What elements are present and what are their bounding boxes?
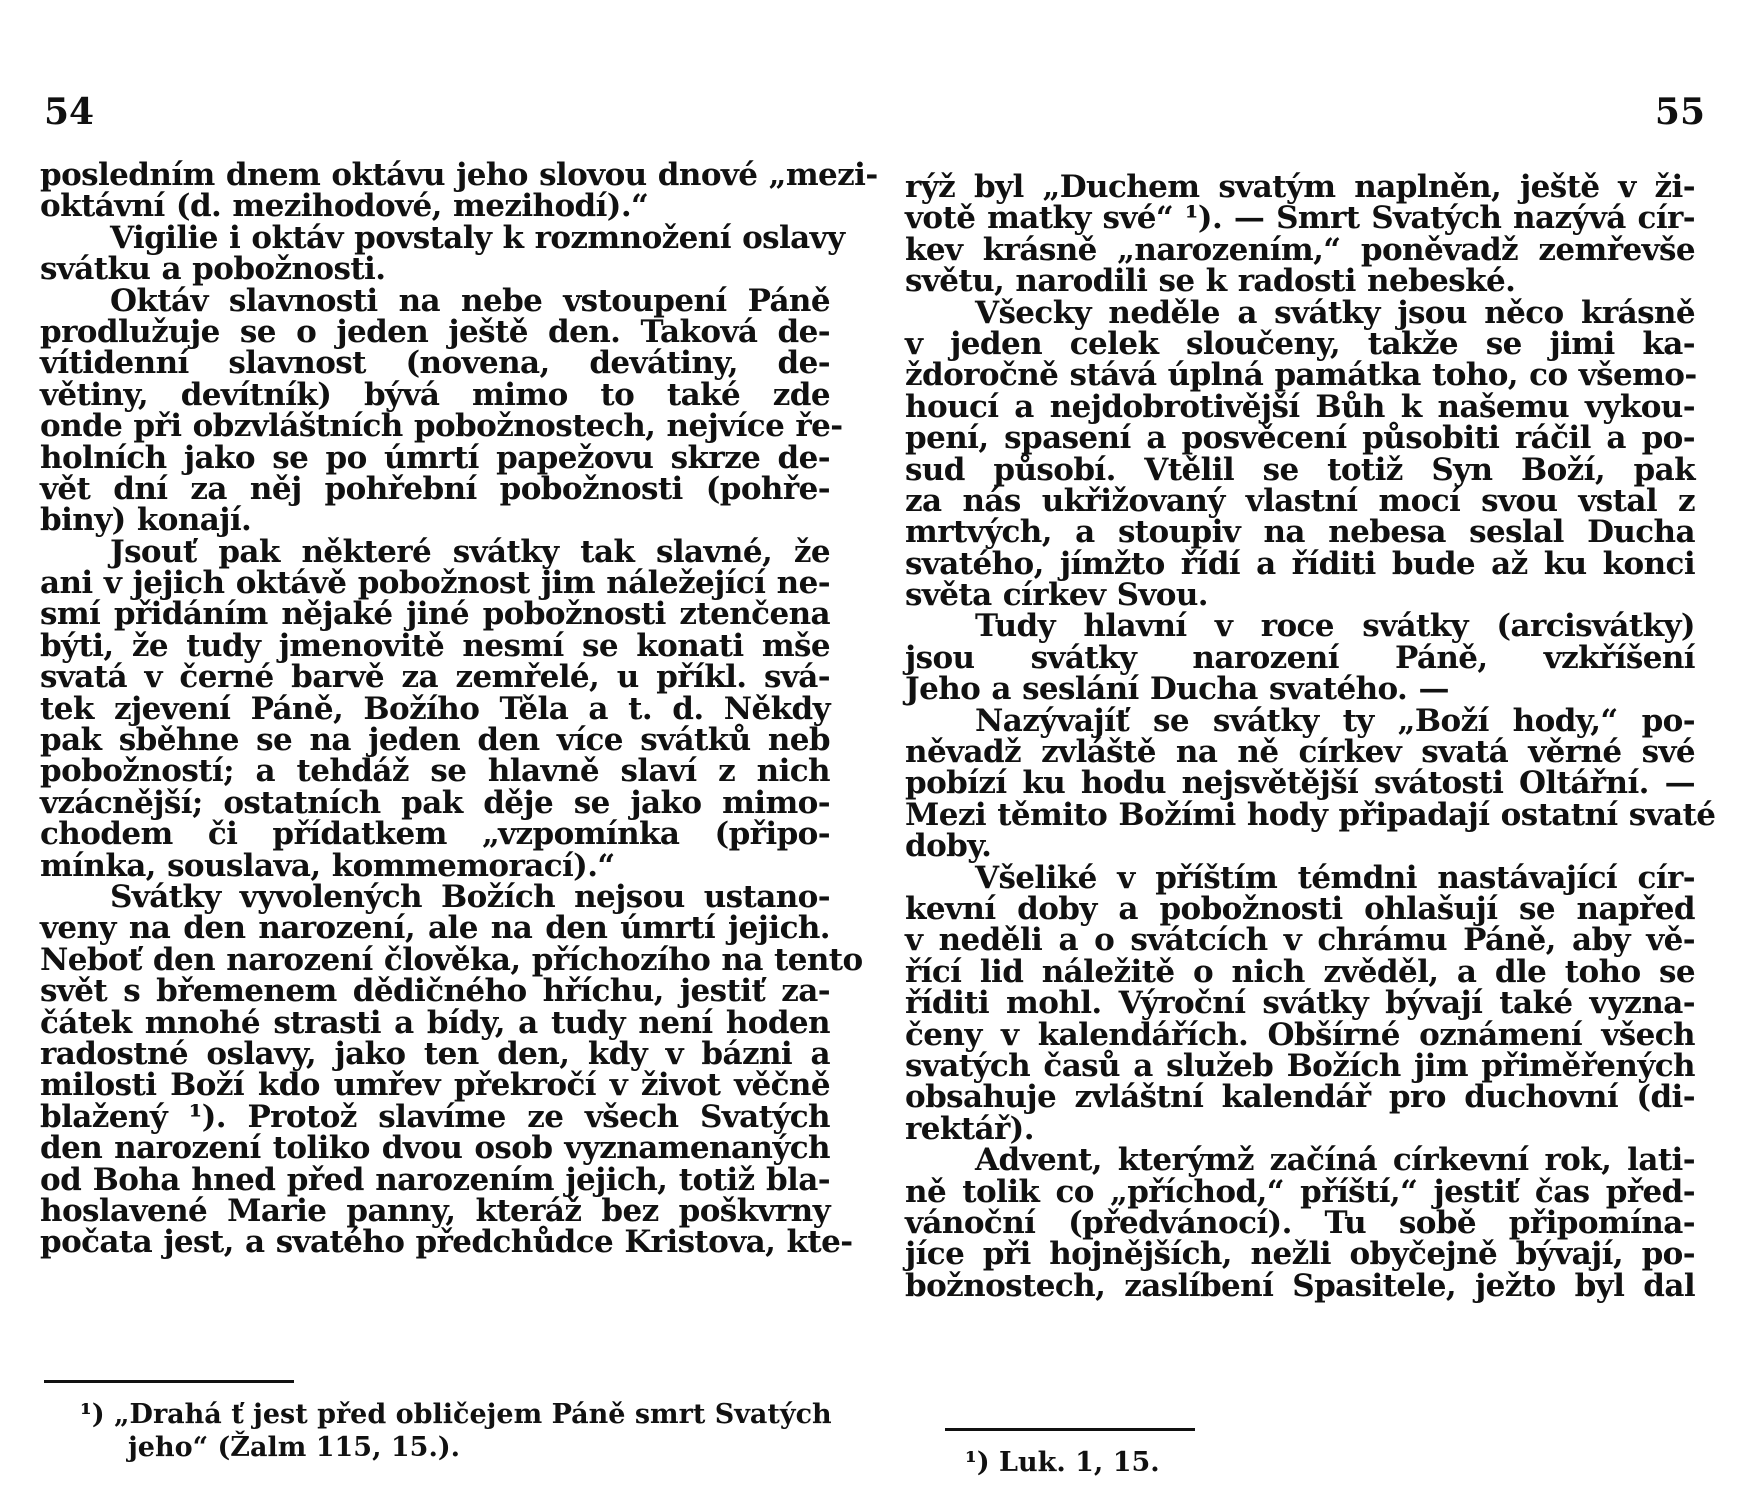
text-line: den narození toliko dvou osob vyznamenaných: [40, 1130, 830, 1167]
text-line: vět dní za něj pohřební pobožnosti (pohře-: [40, 470, 830, 507]
text-line: pobožností; a tehdáž se hlavně slaví z nich: [40, 753, 830, 790]
text-line: v neděli a o svátcích v chrámu Páně, aby vě-: [905, 922, 1695, 959]
text-line: veny na den narození, ale na den úmrtí jejich.: [40, 910, 830, 947]
text-line: řící lid náležitě o nich zvěděl, a dle toho se: [905, 953, 1695, 990]
right-page-footnotes: [965, 1446, 1705, 1479]
text-line: prodlužuje se o jeden ještě den. Taková de-: [40, 313, 830, 350]
text-line: světa církev Svou.: [905, 577, 1208, 614]
text-line: svatého, jímžto řídí a říditi bude až ku konci: [905, 545, 1695, 582]
text-line: Tudy hlavní v roce svátky (arcisvátky): [975, 608, 1695, 645]
text-line: Jsouť pak některé svátky tak slavné, že: [110, 533, 830, 570]
text-line: světu, narodili se k radosti nebeské.: [905, 263, 1516, 300]
text-line: kev krásně „narozením,“ poněvadž zemřevše: [905, 231, 1695, 268]
text-line: Vigilie i oktáv povstaly k rozmnožení oslavy: [110, 219, 845, 256]
text-line: počata jest, a svatého předchůdce Kristova, kte-: [40, 1224, 853, 1261]
text-line: biny) konají.: [40, 502, 252, 539]
text-line: holních jako se po úmrtí papežovu skrze de-: [40, 439, 830, 476]
text-line: jíce při hojnějších, nežli obyčejně bývají, po-: [905, 1236, 1695, 1273]
text-line: Neboť den narození člověka, příchozího na tento: [40, 941, 863, 978]
text-line: svátku a pobožnosti.: [40, 251, 386, 288]
text-line: za nás ukřižovaný vlastní mocí svou vstal z: [905, 482, 1695, 519]
text-line: Svátky vyvolených Božích nejsou ustano-: [110, 878, 830, 915]
text-line: vzácnější; ostatních pak děje se jako mimo-: [40, 784, 830, 821]
left-page-footnotes: [80, 1398, 832, 1464]
text-line: rektář).: [905, 1110, 1034, 1147]
text-line: něvadž zvláště na ně církev svatá věrné své: [905, 734, 1695, 771]
text-line: posledním dnem oktávu jeho slovou dnové „mezi-: [40, 157, 878, 193]
text-line: svatá v černé barvě za zemřelé, u příkl. svá-: [40, 659, 830, 696]
text-line: kevní doby a pobožnosti ohlašují se napřed: [905, 890, 1695, 927]
text-line: Oktáv slavnosti na nebe vstoupení Páně: [110, 282, 830, 319]
text-line: chodem či přídatkem „vzpomínka (připo-: [40, 816, 830, 853]
text-line: čeny v kalendářích. Obšírné oznámení všech: [905, 1016, 1695, 1053]
footnote-line: ¹) Luk. 1, 15.: [965, 1447, 1160, 1478]
text-line: svět s břemenem dědičného hříchu, jestiť za-: [40, 973, 830, 1010]
footnote-line: ¹) „Drahá ť jest před obličejem Páně smrt Svatých: [80, 1399, 832, 1430]
text-line: ně tolik co „příchod,“ příští,“ jestiť čas před-: [905, 1173, 1695, 1210]
text-line: od Boha hned před narozením jejich, totiž bla-: [40, 1161, 830, 1198]
text-line: blažený ¹). Protož slavíme ze všech Svatých: [40, 1098, 830, 1135]
text-line: pení, spasení a posvěcení působiti ráčil a po-: [905, 420, 1695, 457]
text-line: votě matky své“ ¹). — Smrt Svatých nazývá cír-: [905, 200, 1695, 237]
text-line: smí přidáním nějaké jiné pobožnosti ztenčena: [40, 596, 830, 633]
text-line: pak sběhne se na jeden den více svátků neb: [40, 722, 830, 759]
left-page: [40, 0, 878, 1500]
text-line: ždoročně stává úplná památka toho, co všemo-: [905, 357, 1697, 394]
text-line: Advent, kterýmž začíná církevní rok, lati-: [975, 1142, 1695, 1179]
text-line: radostné oslavy, jako ten den, kdy v bázni a: [40, 1035, 830, 1072]
footnote-line: jeho“ (Žalm 115, 15.).: [128, 1432, 461, 1463]
footnote-rule-left: [44, 1380, 294, 1383]
text-line: čátek mnohé strasti a bídy, a tudy není hoden: [40, 1004, 830, 1041]
text-line: doby.: [905, 828, 992, 865]
right-page: [905, 0, 1716, 1500]
text-line: býti, že tudy jmenovitě nesmí se konati mše: [40, 627, 830, 664]
text-line: obsahuje zvláštní kalendář pro duchovní (di-: [905, 1079, 1695, 1116]
text-line: vítidenní slavnost (novena, devátiny, de-: [40, 345, 830, 382]
page-number-left: 54: [44, 91, 95, 133]
text-line: rýž byl „Duchem svatým naplněn, ještě v ži-: [905, 169, 1695, 205]
text-line: jsou svátky narození Páně, vzkříšení: [905, 639, 1695, 676]
text-line: tek zjevení Páně, Božího Těla a t. d. Někdy: [40, 690, 830, 727]
text-line: svatých časů a služeb Božích jim přiměřených: [905, 1047, 1695, 1084]
text-line: Všecky neděle a svátky jsou něco krásně: [975, 294, 1695, 331]
text-line: pobízí ku hodu nejsvětější svátosti Oltářní. —: [905, 765, 1695, 802]
text-line: větiny, devítník) bývá mimo to také zde: [40, 376, 830, 413]
text-line: onde při obzvláštních pobožnostech, nejvíce ře-: [40, 408, 843, 445]
text-line: mrtvých, a stoupiv na nebesa seslal Ducha: [905, 514, 1695, 551]
page-number-right: 55: [1654, 91, 1705, 133]
text-line: v jeden celek sloučeny, takže se jimi ka-: [905, 325, 1695, 362]
right-page-body: [905, 169, 1716, 1304]
text-line: Jeho a seslání Ducha svatého. —: [905, 671, 1449, 708]
text-line: Nazývajíť se svátky ty „Boží hody,“ po-: [975, 702, 1695, 739]
text-line: božnostech, zaslíbení Spasitele, ježto byl dal: [905, 1267, 1695, 1304]
text-line: milosti Boží kdo umřev překročí v život věčně: [40, 1067, 830, 1104]
text-line: houcí a nejdobrotivější Bůh k našemu vykou-: [905, 388, 1695, 425]
text-line: sud působí. Vtělil se totiž Syn Boží, pak: [905, 451, 1695, 488]
text-line: oktávní (d. mezihodové, mezihodí).“: [40, 188, 649, 225]
text-line: hoslavené Marie panny, kteráž bez poškvrny: [40, 1192, 830, 1229]
text-line: ani v jejich oktávě pobožnost jim náležející ne-: [40, 565, 830, 602]
text-line: říditi mohl. Výroční svátky bývají také vyzna-: [905, 985, 1695, 1022]
footnote-rule-right: [945, 1428, 1195, 1431]
text-line: Mezi těmito Božími hody připadají ostatní svaté: [905, 796, 1716, 833]
left-page-body: [40, 157, 878, 1261]
text-line: vánoční (předvánocí). Tu sobě připomína-: [905, 1204, 1695, 1241]
text-line: Všeliké v příštím témdni nastávající cír-: [975, 859, 1695, 896]
text-line: mínka, souslava, kommemorací).“: [40, 847, 615, 884]
